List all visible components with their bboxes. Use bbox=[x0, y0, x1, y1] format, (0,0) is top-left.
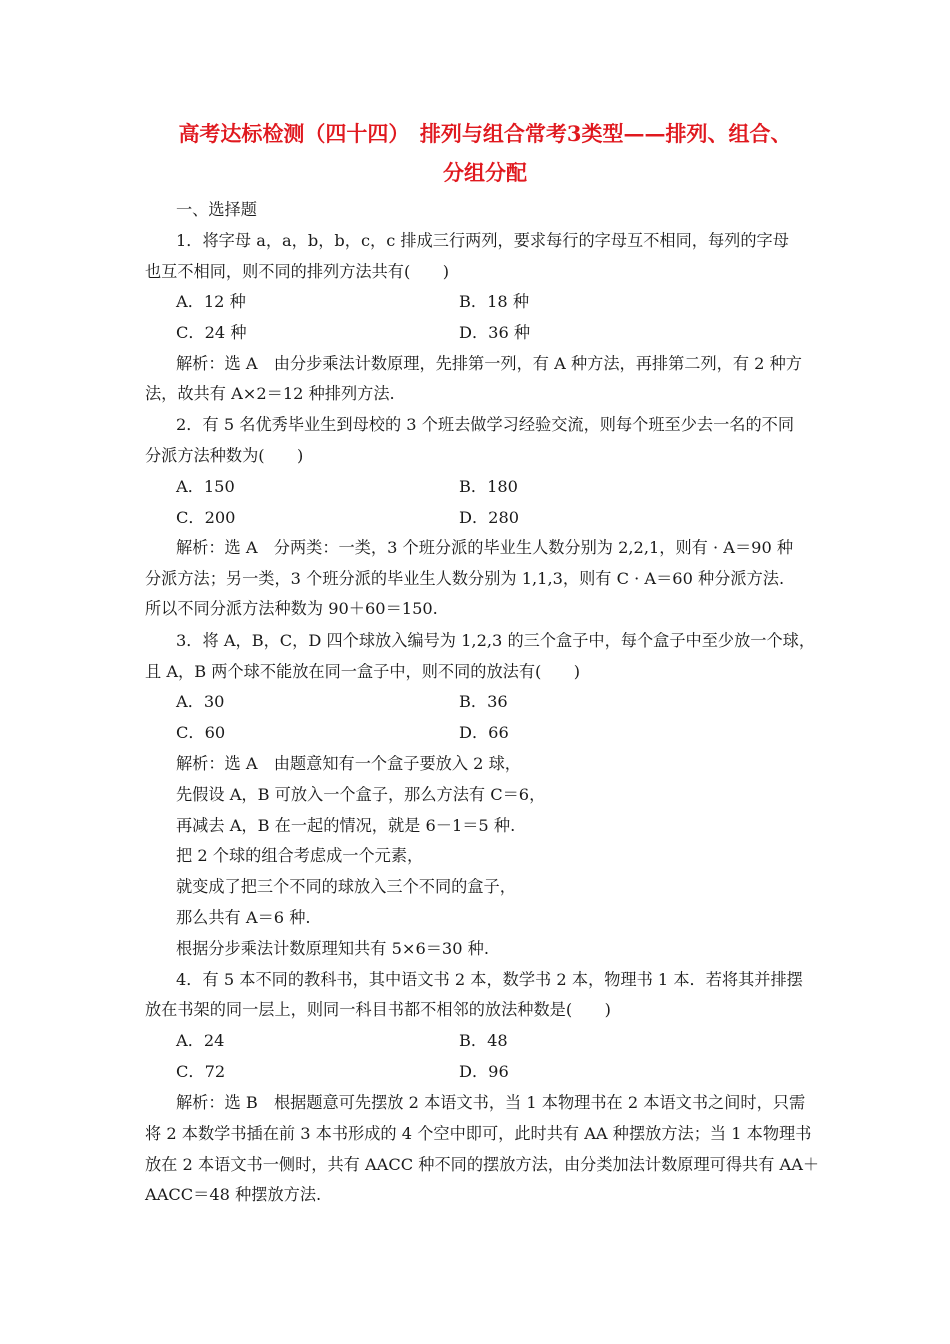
question-4-option-a: A．24 bbox=[176, 1031, 225, 1050]
question-1-option-a: A．12 种 bbox=[176, 292, 246, 311]
question-4-solution: 解析：选 B 根据题意可先摆放 2 本语文书，当 1 本物理书在 2 本语文书之间时，只需 bbox=[176, 1093, 806, 1112]
question-1-solution-continued: 法，故共有 A×2＝12 种排列方法. bbox=[145, 384, 395, 403]
question-4-solution-continued: 放在 2 本语文书一侧时，共有 AACC 种不同的摆放方法，由分类加法计数原理可得共有 AA＋ bbox=[145, 1155, 820, 1174]
question-2-option-d: D．280 bbox=[459, 508, 520, 527]
question-2-stem-continued: 分派方法种数为( ) bbox=[145, 446, 304, 465]
question-2-option-b: B．180 bbox=[459, 477, 518, 496]
page-title: 高考达标检测（四十四） 排列与组合常考3类型——排列、组合、 bbox=[178, 121, 792, 146]
question-3-solution-step: 先假设 A，B 可放入一个盒子，那么方法有 C＝6， bbox=[176, 785, 546, 804]
question-3-solution: 解析：选 A 由题意知有一个盒子要放入 2 球， bbox=[176, 754, 521, 773]
question-3-solution-conclusion: 根据分步乘法计数原理知共有 5×6＝30 种. bbox=[176, 939, 490, 958]
question-3-solution-step: 那么共有 A＝6 种. bbox=[176, 908, 311, 927]
question-2-stem: 2．有 5 名优秀毕业生到母校的 3 个班去做学习经验交流，则每个班至少去一名的不同 bbox=[176, 415, 795, 434]
question-2-solution: 解析：选 A 分两类：一类，3 个班分派的毕业生人数分别为 2,2,1，则有 · A＝90 种 bbox=[176, 538, 794, 557]
question-3-option-b: B．36 bbox=[459, 692, 508, 711]
question-3-option-a: A．30 bbox=[176, 692, 225, 711]
question-1-stem: 1．将字母 a，a，b，b，c，c 排成三行两列，要求每行的字母互不相同，每列的字母 bbox=[176, 231, 789, 250]
question-1-option-c: C．24 种 bbox=[176, 323, 247, 342]
question-2-option-c: C．200 bbox=[176, 508, 236, 527]
question-2-option-a: A．150 bbox=[176, 477, 235, 496]
question-1-option-b: B．18 种 bbox=[459, 292, 530, 311]
question-4-stem-continued: 放在书架的同一层上，则同一科目书都不相邻的放法种数是( ) bbox=[145, 1000, 611, 1019]
question-4-solution-conclusion: AACC＝48 种摆放方法. bbox=[145, 1185, 322, 1204]
question-3-option-d: D．66 bbox=[459, 723, 509, 742]
question-4-option-c: C．72 bbox=[176, 1062, 226, 1081]
question-2-solution-continued: 分派方法；另一类，3 个班分派的毕业生人数分别为 1,1,3，则有 C · A＝60 种分派方法. bbox=[145, 569, 785, 588]
question-1-option-d: D．36 种 bbox=[459, 323, 531, 342]
question-3-option-c: C．60 bbox=[176, 723, 226, 742]
question-1-solution: 解析：选 A 由分步乘法计数原理，先排第一列，有 A 种方法，再排第二列，有 2 种方 bbox=[176, 354, 802, 373]
question-3-stem-continued: 且 A，B 两个球不能放在同一盒子中，则不同的放法有( ) bbox=[145, 662, 581, 681]
question-1-stem-continued: 也互不相同，则不同的排列方法共有( ) bbox=[145, 262, 450, 281]
page-title-continued: 分组分配 bbox=[443, 160, 527, 185]
question-2-solution-conclusion: 所以不同分派方法种数为 90＋60＝150. bbox=[145, 599, 438, 618]
question-4-option-b: B．48 bbox=[459, 1031, 508, 1050]
question-4-option-d: D．96 bbox=[459, 1062, 509, 1081]
question-3-solution-step: 把 2 个球的组合考虑成一个元素， bbox=[176, 846, 424, 865]
question-3-solution-step: 就变成了把三个不同的球放入三个不同的盒子， bbox=[176, 877, 516, 896]
question-3-stem: 3．将 A，B，C，D 四个球放入编号为 1,2,3 的三个盒子中，每个盒子中至少放一个球， bbox=[176, 631, 816, 650]
question-3-solution-step: 再减去 A，B 在一起的情况，就是 6－1＝5 种. bbox=[176, 816, 516, 835]
question-4-solution-continued: 将 2 本数学书插在前 3 本书形成的 4 个空中即可，此时共有 AA 种摆放方法；当 1 本物理书 bbox=[145, 1124, 812, 1143]
question-4-stem: 4．有 5 本不同的教科书，其中语文书 2 本，数学书 2 本，物理书 1 本．若将其并排摆 bbox=[176, 970, 803, 989]
section-heading: 一、选择题 bbox=[176, 200, 257, 219]
